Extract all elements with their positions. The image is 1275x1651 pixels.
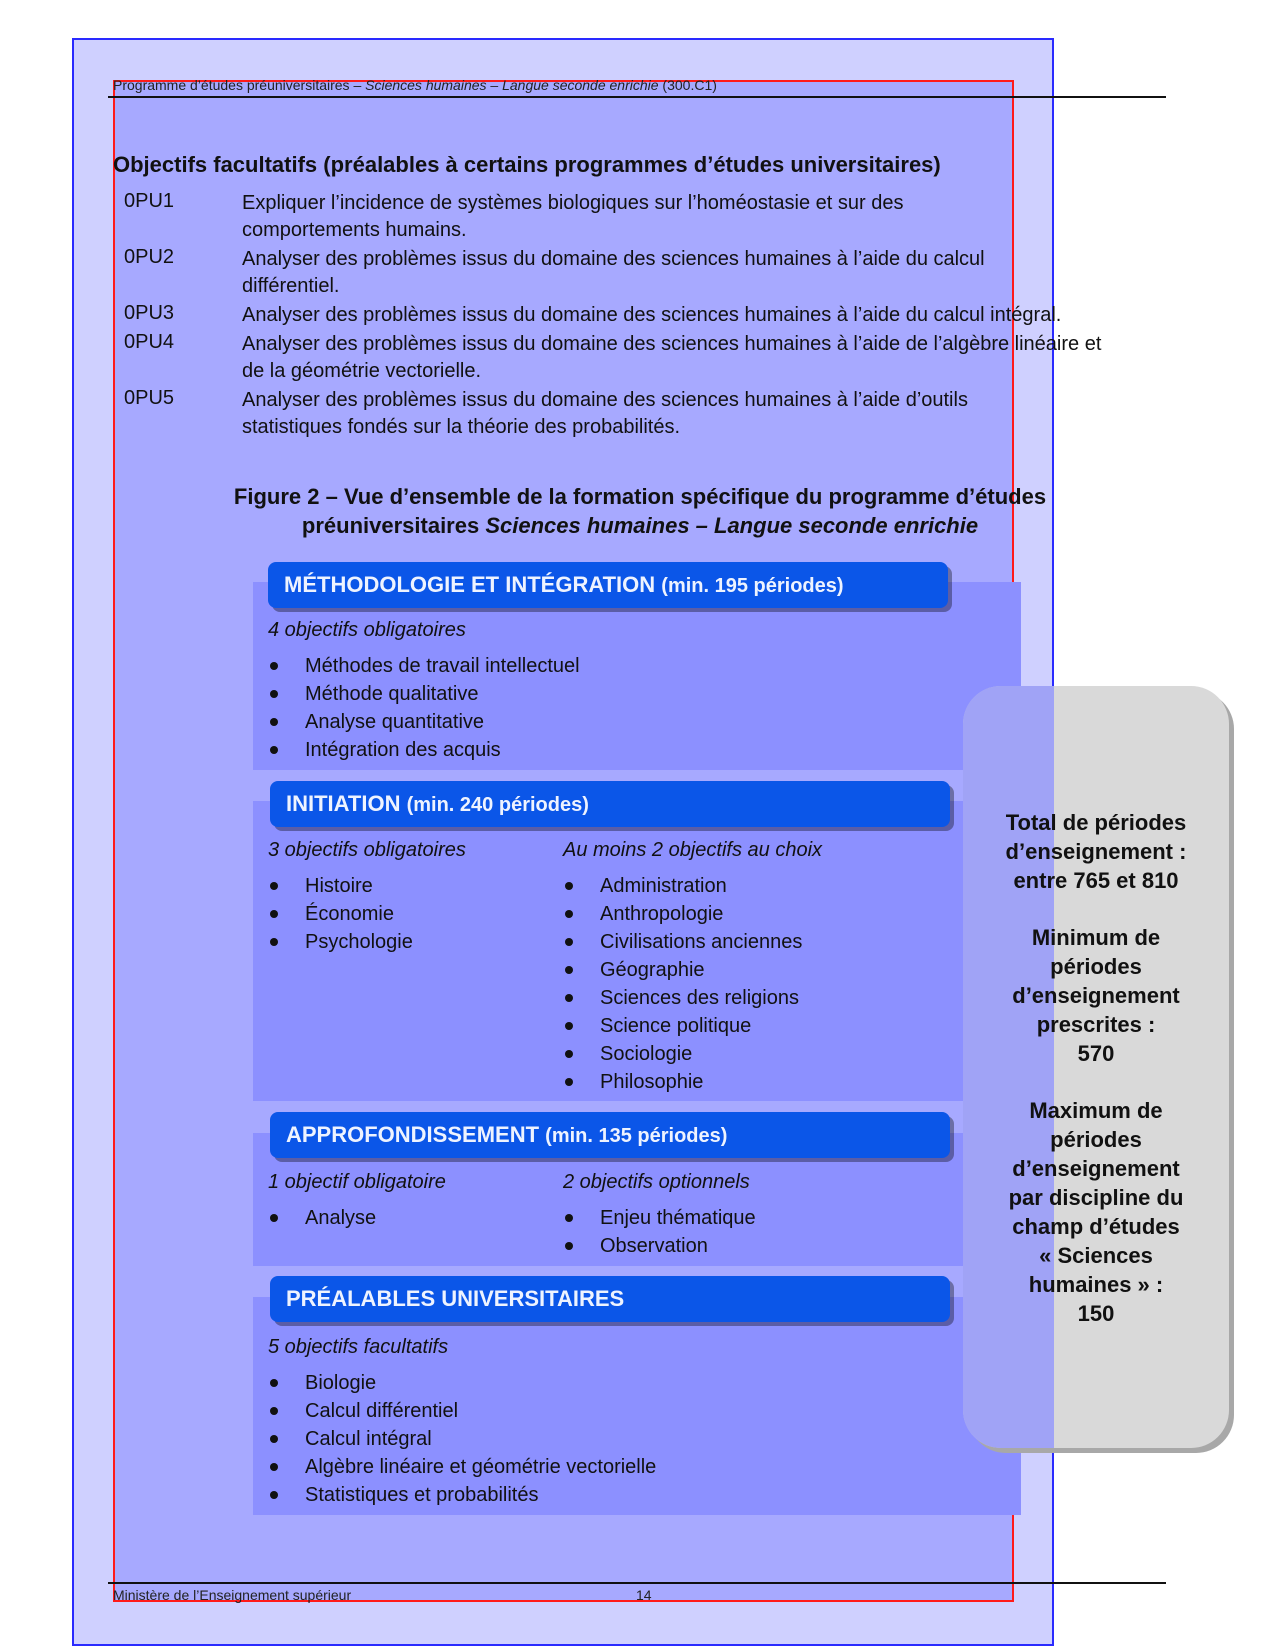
footer-text: Ministère de l’Enseignement supérieur — [113, 1587, 352, 1603]
list-item-text: Calcul intégral — [305, 1428, 432, 1450]
bullet-icon — [270, 938, 278, 946]
objective-code: 0PU1 — [124, 190, 175, 212]
maximum-line: périodes — [1050, 1127, 1142, 1152]
list-item-text: Algèbre linéaire et géométrie vectorielle — [305, 1456, 657, 1478]
section-title — [286, 1286, 624, 1312]
bullet-icon — [565, 938, 573, 946]
bullet-icon — [565, 966, 573, 974]
initiation-col1-label: 3 objectifs obligatoires — [268, 839, 466, 861]
list-item-text: Histoire — [305, 875, 373, 897]
objectives-title: Objectifs facultatifs (préalables à certains programmes d’études universitaires) — [113, 152, 941, 177]
list-item — [268, 872, 413, 900]
list-item-text: Philosophie — [600, 1071, 704, 1093]
list-item-text: Science politique — [600, 1015, 752, 1037]
list-item — [268, 1453, 656, 1481]
bullet-icon — [270, 1407, 278, 1415]
objective-text: Analyser des problèmes issus du domaine des sciences humaines à l’aide du calcul intégral. — [242, 304, 1062, 326]
bullet-icon — [270, 718, 278, 726]
list-item — [268, 1204, 376, 1232]
list-item — [563, 1232, 756, 1260]
approfondissement-col2-label: 2 objectifs optionnels — [563, 1171, 750, 1193]
list-item — [268, 680, 580, 708]
bullet-icon — [270, 746, 278, 754]
maximum-line: 150 — [1077, 1301, 1115, 1326]
minimum-line: Minimum de — [1031, 925, 1161, 950]
minimum-line: périodes — [1050, 954, 1142, 979]
initiation-col1-list — [268, 872, 413, 956]
section-min-periods: (min. 195 périodes) — [661, 575, 844, 597]
methodologie-list — [268, 652, 580, 764]
methodologie-col1-label: 4 objectifs obligatoires — [268, 619, 466, 641]
bullet-icon — [270, 662, 278, 670]
list-item-text: Anthropologie — [600, 903, 724, 925]
maximum-line: Maximum de — [1029, 1098, 1163, 1123]
bullet-icon — [565, 1022, 573, 1030]
section-title — [286, 1122, 727, 1148]
bullet-icon — [565, 1050, 573, 1058]
running-header — [113, 77, 717, 93]
list-item — [268, 652, 580, 680]
page-number: 14 — [636, 1587, 652, 1603]
figure-caption-italic: Sciences humaines – Langue seconde enrichie — [485, 513, 979, 538]
section-min-periods: (min. 240 périodes) — [406, 794, 589, 816]
bullet-icon — [270, 690, 278, 698]
maximum-line: humaines » : — [1028, 1272, 1164, 1297]
section-title-text: APPROFONDISSEMENT — [286, 1122, 540, 1147]
maximum-line: d’enseignement — [1012, 1156, 1180, 1181]
total-periods-text — [985, 808, 1207, 895]
minimum-line: 570 — [1077, 1041, 1115, 1066]
section-header-prealables — [270, 1276, 950, 1322]
list-item — [563, 900, 802, 928]
maximum-line: champ d’études — [1012, 1214, 1180, 1239]
objective-text: Analyser des problèmes issus du domaine des sciences humaines à l’aide du calcul différentiel. — [242, 248, 985, 297]
bullet-icon — [270, 910, 278, 918]
objective-row — [124, 387, 1114, 441]
bullet-icon — [270, 882, 278, 890]
figure-caption-line2 — [150, 511, 1130, 540]
list-item — [563, 984, 802, 1012]
list-item — [268, 1481, 656, 1509]
list-item-text: Analyse quantitative — [305, 711, 485, 733]
list-item — [268, 900, 413, 928]
list-item-text: Économie — [305, 903, 394, 925]
list-item — [563, 1204, 756, 1232]
list-item-text: Statistiques et probabilités — [305, 1484, 539, 1506]
section-header-initiation — [270, 781, 950, 827]
header-italic: Sciences humaines – Langue seconde enrichie — [365, 77, 659, 93]
list-item — [268, 736, 580, 764]
section-title-text: PRÉALABLES UNIVERSITAIRES — [286, 1286, 625, 1311]
bullet-icon — [270, 1435, 278, 1443]
list-item — [563, 1068, 802, 1096]
objective-code: 0PU4 — [124, 331, 175, 353]
bullet-icon — [565, 1078, 573, 1086]
objective-code: 0PU3 — [124, 302, 175, 324]
maximum-line: par discipline du — [1008, 1185, 1184, 1210]
initiation-col2-list — [563, 872, 802, 1096]
approfondissement-col1-label: 1 objectif obligatoire — [268, 1171, 446, 1193]
figure-caption-line1: Figure 2 – Vue d’ensemble de la formation spécifique du programme d’études — [233, 484, 1047, 509]
figure-caption — [150, 482, 1130, 540]
objective-row — [124, 246, 1114, 300]
total-line: entre 765 et 810 — [1013, 868, 1179, 893]
list-item — [563, 1040, 802, 1068]
list-item-text: Méthode qualitative — [305, 683, 479, 705]
bullet-icon — [565, 994, 573, 1002]
objectives-list — [124, 190, 1114, 443]
section-header-methodologie — [268, 562, 948, 608]
section-header-approfondissement — [270, 1112, 950, 1158]
bullet-icon — [270, 1379, 278, 1387]
bullet-icon — [270, 1214, 278, 1222]
minimum-periods-text — [985, 923, 1207, 1068]
approfondissement-col2-list — [563, 1204, 756, 1260]
total-line: Total de périodes — [1005, 810, 1187, 835]
header-suffix: (300.C1) — [658, 77, 717, 93]
bullet-icon — [565, 1242, 573, 1250]
objective-row — [124, 331, 1114, 385]
approfondissement-col1-list — [268, 1204, 376, 1232]
bullet-icon — [270, 1491, 278, 1499]
prealables-col1-label: 5 objectifs facultatifs — [268, 1336, 449, 1358]
list-item — [268, 928, 413, 956]
list-item-text: Sciences des religions — [600, 987, 799, 1009]
section-title-text: MÉTHODOLOGIE ET INTÉGRATION — [284, 572, 656, 597]
list-item — [268, 1369, 656, 1397]
maximum-periods-text — [985, 1096, 1207, 1328]
figure-caption-prefix: préuniversitaires — [301, 513, 486, 538]
bullet-icon — [565, 882, 573, 890]
initiation-col2-label: Au moins 2 objectifs au choix — [563, 839, 823, 861]
list-item-text: Sociologie — [600, 1043, 693, 1065]
list-item — [563, 956, 802, 984]
objective-text: Analyser des problèmes issus du domaine des sciences humaines à l’aide de l’algèbre linéaire et de la géométrie vectorielle. — [242, 333, 1102, 382]
footer-rule — [108, 1582, 1166, 1584]
list-item — [268, 1425, 656, 1453]
objective-code: 0PU5 — [124, 387, 175, 409]
objective-text: Expliquer l’incidence de systèmes biologiques sur l’homéostasie et sur des comportements humains. — [242, 192, 904, 241]
bullet-icon — [270, 1463, 278, 1471]
objective-code: 0PU2 — [124, 246, 175, 268]
list-item-text: Méthodes de travail intellectuel — [305, 655, 580, 677]
bullet-icon — [565, 1214, 573, 1222]
bullet-icon — [565, 910, 573, 918]
list-item-text: Intégration des acquis — [305, 739, 501, 761]
list-item-text: Civilisations anciennes — [600, 931, 803, 953]
objective-text: Analyser des problèmes issus du domaine des sciences humaines à l’aide d’outils statistiques fondés sur la théorie des probabilités. — [242, 389, 968, 438]
list-item — [268, 1397, 656, 1425]
list-item — [563, 1012, 802, 1040]
section-title — [284, 572, 844, 598]
list-item — [563, 928, 802, 956]
list-item-text: Observation — [600, 1235, 708, 1257]
maximum-line: « Sciences — [1039, 1243, 1153, 1268]
total-line: d’enseignement : — [1005, 839, 1187, 864]
objective-row — [124, 302, 1114, 329]
section-min-periods: (min. 135 périodes) — [545, 1125, 728, 1147]
section-title-text: INITIATION — [286, 791, 401, 816]
list-item-text: Enjeu thématique — [600, 1207, 756, 1229]
minimum-line: d’enseignement — [1012, 983, 1180, 1008]
list-item-text: Psychologie — [305, 931, 413, 953]
list-item-text: Géographie — [600, 959, 705, 981]
section-title — [286, 791, 589, 817]
minimum-line: prescrites : — [1036, 1012, 1156, 1037]
header-prefix: Programme d’études préuniversitaires – — [113, 77, 366, 93]
list-item — [268, 708, 580, 736]
list-item-text: Analyse — [305, 1207, 377, 1229]
objective-row — [124, 190, 1114, 244]
list-item — [563, 872, 802, 900]
header-rule — [108, 96, 1166, 98]
list-item-text: Administration — [600, 875, 727, 897]
prealables-list — [268, 1369, 656, 1509]
list-item-text: Biologie — [305, 1372, 377, 1394]
list-item-text: Calcul différentiel — [305, 1400, 459, 1422]
